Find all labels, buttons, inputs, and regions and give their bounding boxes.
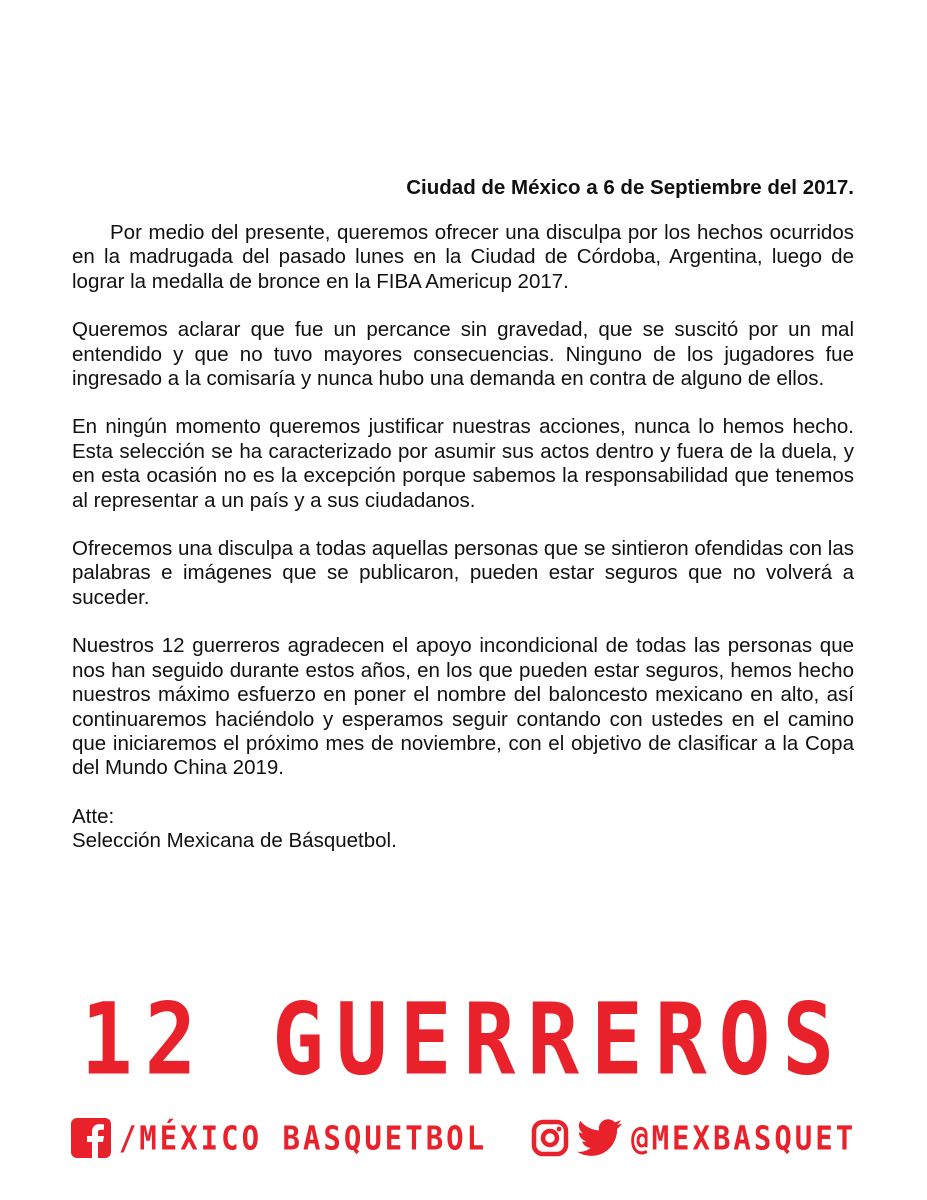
instagram-icon[interactable] xyxy=(531,1119,569,1157)
brand-title: 12 GUERREROS xyxy=(80,982,847,1098)
social-bar xyxy=(0,1116,927,1160)
letter xyxy=(72,174,854,854)
facebook-icon[interactable] xyxy=(71,1118,111,1158)
twitter-handle[interactable]: @MEXBASQUET xyxy=(631,1118,857,1158)
paragraph-apology: Por medio del presente, queremos ofrecer una disculpa por los hechos ocurridos en la madrugada del pasado lunes en la Ciudad de Córdoba, Argentina, luego de lograr la medalla de bronce en la FIBA Americup 2017. xyxy=(72,221,854,293)
facebook-handle[interactable]: /MÉXICO BASQUETBOL xyxy=(118,1118,488,1158)
instagram-twitter-group xyxy=(531,1119,856,1157)
paragraph-responsibility: En ningún momento queremos justificar nuestras acciones, nunca lo hemos hecho. Esta selección se ha caracterizado por asumir sus actos dentro y fuera de la duela, y en esta ocasión no es la excepción porque sabemos la responsabilidad que tenemos al representar a un país y a sus ciudadanos. xyxy=(72,415,854,512)
signature: Selección Mexicana de Básquetbol. xyxy=(72,829,397,853)
date-line: Ciudad de México a 6 de Septiembre del 2017. xyxy=(406,176,854,199)
closing: Atte: xyxy=(72,804,115,828)
paragraph-clarification: Queremos aclarar que fue un percance sin gravedad, que se suscitó por un mal entendido y que no tuvo mayores consecuencias. Ninguno de los jugadores fue ingresado a la comisaría y nunca hubo una demanda en contra de alguno de ellos. xyxy=(72,318,854,391)
paragraph-gratitude: Nuestros 12 guerreros agradecen el apoyo incondicional de todas las personas que nos han seguido durante estos años, en los que pueden estar seguros, hemos hecho nuestros máximo esfuerzo en poner el nombre del baloncesto mexicano en alto, así continuaremos haciéndolo y esperamos seguir contando con ustedes en el camino que iniciaremos el próximo mes de noviembre, con el objetivo de clasificar a la Copa del Mundo China 2019. xyxy=(72,634,854,780)
facebook-group[interactable] xyxy=(71,1118,487,1158)
paragraph-public-apology: Ofrecemos una disculpa a todas aquellas personas que se sintieron ofendidas con las palabras e imágenes que se publicaron, pueden estar seguros que no volverá a suceder. xyxy=(72,537,854,609)
twitter-icon[interactable] xyxy=(577,1119,623,1157)
